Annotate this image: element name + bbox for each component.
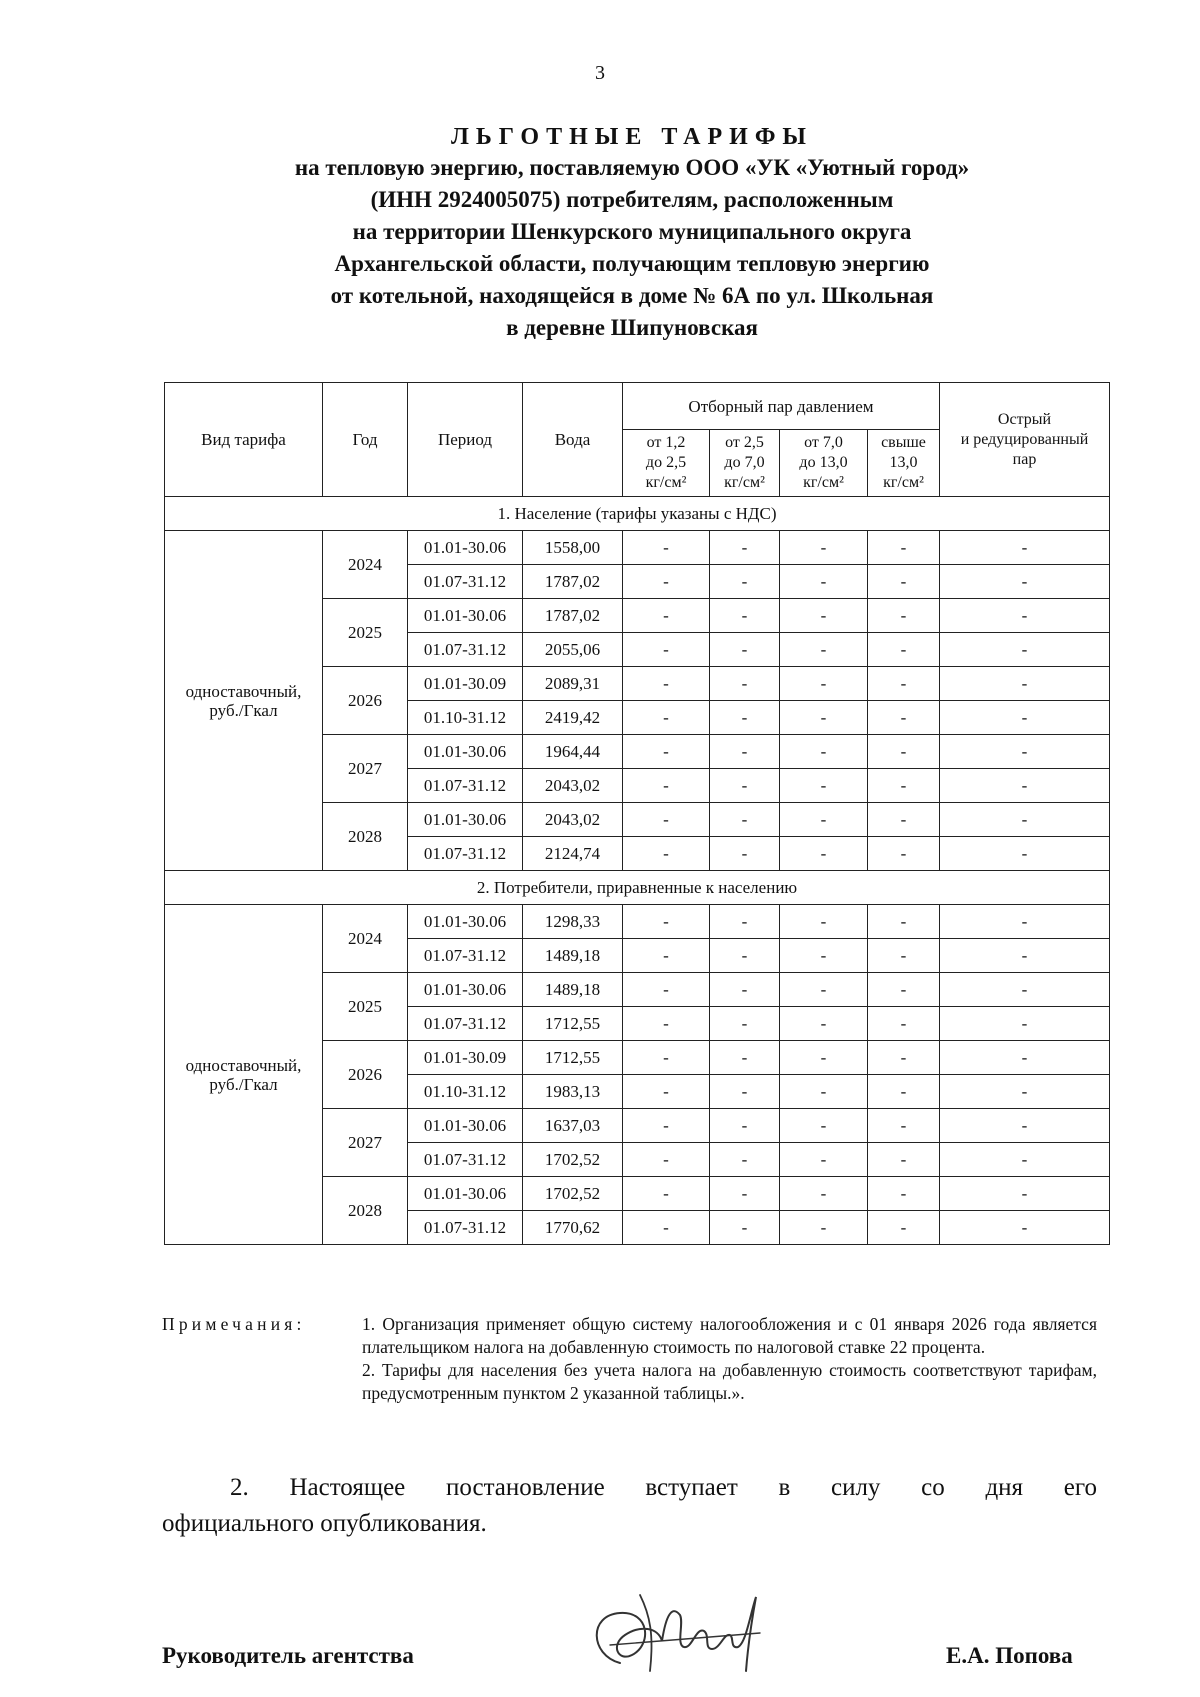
period-cell: 01.01-30.06 <box>408 531 523 565</box>
header-sharp-steam <box>940 383 1110 497</box>
period-cell: 01.07-31.12 <box>408 633 523 667</box>
water-cell: 1702,52 <box>523 1177 623 1211</box>
dash-cell: - <box>780 735 868 769</box>
dash-cell: - <box>710 905 780 939</box>
header-steam-line: кг/см² <box>645 474 687 491</box>
dash-cell: - <box>868 769 940 803</box>
header-steam-line: кг/см² <box>883 474 924 491</box>
water-cell: 1558,00 <box>523 531 623 565</box>
dash-cell: - <box>623 633 710 667</box>
dash-cell: - <box>780 905 868 939</box>
dash-cell: - <box>623 803 710 837</box>
header-steam-line: до 7,0 <box>724 454 765 471</box>
water-cell: 2055,06 <box>523 633 623 667</box>
dash-cell: - <box>868 803 940 837</box>
dash-cell: - <box>780 1007 868 1041</box>
dash-cell: - <box>868 735 940 769</box>
dash-cell: - <box>623 667 710 701</box>
dash-cell: - <box>868 531 940 565</box>
period-cell: 01.07-31.12 <box>408 1007 523 1041</box>
year-cell: 2026 <box>323 1041 408 1109</box>
dash-cell: - <box>710 667 780 701</box>
dash-cell: - <box>710 633 780 667</box>
dash-cell: - <box>623 769 710 803</box>
water-cell: 1787,02 <box>523 599 623 633</box>
dash-cell: - <box>780 973 868 1007</box>
period-cell: 01.01-30.06 <box>408 1109 523 1143</box>
period-cell: 01.07-31.12 <box>408 769 523 803</box>
header-water: Вода <box>523 383 623 497</box>
dash-cell: - <box>940 1109 1110 1143</box>
dash-cell: - <box>868 973 940 1007</box>
water-cell: 2043,02 <box>523 803 623 837</box>
dash-cell: - <box>710 1007 780 1041</box>
dash-cell: - <box>710 1075 780 1109</box>
dash-cell: - <box>780 633 868 667</box>
year-cell: 2028 <box>323 1177 408 1245</box>
header-steam-col <box>710 430 780 497</box>
water-cell: 1298,33 <box>523 905 623 939</box>
water-cell: 1712,55 <box>523 1007 623 1041</box>
dash-cell: - <box>780 769 868 803</box>
header-steam-line: свыше <box>881 434 926 451</box>
dash-cell: - <box>940 1177 1110 1211</box>
dash-cell: - <box>780 1075 868 1109</box>
period-cell: 01.07-31.12 <box>408 837 523 871</box>
dash-cell: - <box>940 667 1110 701</box>
dash-cell: - <box>623 905 710 939</box>
dash-cell: - <box>623 701 710 735</box>
water-cell: 2089,31 <box>523 667 623 701</box>
header-sharp-line: Острый <box>997 410 1052 428</box>
water-cell: 1489,18 <box>523 939 623 973</box>
water-cell: 1770,62 <box>523 1211 623 1245</box>
dash-cell: - <box>623 1143 710 1177</box>
dash-cell: - <box>940 735 1110 769</box>
tariff-table <box>164 382 1110 1245</box>
dash-cell: - <box>710 565 780 599</box>
year-cell: 2024 <box>323 905 408 973</box>
clause-line: официального опубликования. <box>162 1510 487 1537</box>
dash-cell: - <box>780 599 868 633</box>
dash-cell: - <box>940 837 1110 871</box>
water-cell: 1964,44 <box>523 735 623 769</box>
dash-cell: - <box>868 701 940 735</box>
water-cell: 1489,18 <box>523 973 623 1007</box>
year-cell: 2025 <box>323 973 408 1041</box>
dash-cell: - <box>623 1177 710 1211</box>
dash-cell: - <box>710 735 780 769</box>
dash-cell: - <box>710 1211 780 1245</box>
table-row <box>165 531 1110 565</box>
notes-items <box>362 1313 1097 1405</box>
table-row <box>165 905 1110 939</box>
header-period: Период <box>408 383 523 497</box>
water-cell: 1983,13 <box>523 1075 623 1109</box>
dash-cell: - <box>710 769 780 803</box>
dash-cell: - <box>868 939 940 973</box>
dash-cell: - <box>710 803 780 837</box>
dash-cell: - <box>780 531 868 565</box>
period-cell: 01.10-31.12 <box>408 701 523 735</box>
dash-cell: - <box>623 1041 710 1075</box>
dash-cell: - <box>780 803 868 837</box>
dash-cell: - <box>623 837 710 871</box>
dash-cell: - <box>780 939 868 973</box>
dash-cell: - <box>623 735 710 769</box>
dash-cell: - <box>940 599 1110 633</box>
dash-cell: - <box>868 1143 940 1177</box>
year-cell: 2026 <box>323 667 408 735</box>
dash-cell: - <box>780 1177 868 1211</box>
tariff-type-line: руб./Гкал <box>209 700 278 720</box>
dash-cell: - <box>623 1075 710 1109</box>
dash-cell: - <box>710 1143 780 1177</box>
dash-cell: - <box>868 599 940 633</box>
dash-cell: - <box>623 1007 710 1041</box>
header-steam-line: от 7,0 <box>804 434 843 451</box>
water-cell: 2124,74 <box>523 837 623 871</box>
dash-cell: - <box>940 1007 1110 1041</box>
tariff-type-cell <box>165 905 323 1245</box>
clause-line: 2. Настоящее постановление вступает в силу со дня его <box>230 1474 1097 1501</box>
dash-cell: - <box>940 939 1110 973</box>
water-cell: 1712,55 <box>523 1041 623 1075</box>
dash-cell: - <box>868 837 940 871</box>
water-cell: 2043,02 <box>523 769 623 803</box>
dash-cell: - <box>780 1041 868 1075</box>
dash-cell: - <box>940 701 1110 735</box>
header-steam-col <box>780 430 868 497</box>
header-steam-col <box>868 430 940 497</box>
water-cell: 1787,02 <box>523 565 623 599</box>
year-cell: 2027 <box>323 1109 408 1177</box>
header-steam-line: до 13,0 <box>799 454 848 471</box>
dash-cell: - <box>780 1211 868 1245</box>
dash-cell: - <box>710 531 780 565</box>
dash-cell: - <box>940 973 1110 1007</box>
header-sharp-line: и редуцированный <box>960 430 1089 448</box>
dash-cell: - <box>940 1143 1110 1177</box>
water-cell: 1702,52 <box>523 1143 623 1177</box>
header-steam-line: от 1,2 <box>646 434 686 451</box>
water-cell: 2419,42 <box>523 701 623 735</box>
dash-cell: - <box>940 803 1110 837</box>
period-cell: 01.10-31.12 <box>408 1075 523 1109</box>
signer-name: Е.А. Попова <box>946 1643 1073 1668</box>
dash-cell: - <box>868 1177 940 1211</box>
title-line: от котельной, находящейся в доме № 6А по ул. Школьная <box>330 283 934 308</box>
year-cell: 2027 <box>323 735 408 803</box>
dash-cell: - <box>710 1177 780 1211</box>
year-cell: 2025 <box>323 599 408 667</box>
dash-cell: - <box>940 1041 1110 1075</box>
dash-cell: - <box>940 565 1110 599</box>
header-steam-group: Отборный пар давлением <box>623 383 940 430</box>
title-line: в деревне Шипуновская <box>506 315 758 340</box>
signature-image <box>580 1575 770 1685</box>
section-title: 1. Население (тарифы указаны с НДС) <box>165 497 1110 531</box>
dash-cell: - <box>868 1041 940 1075</box>
dash-cell: - <box>710 1109 780 1143</box>
notes-label: Примечания: <box>162 1314 306 1334</box>
period-cell: 01.01-30.06 <box>408 803 523 837</box>
dash-cell: - <box>623 939 710 973</box>
period-cell: 01.01-30.06 <box>408 599 523 633</box>
title-line: (ИНН 2924005075) потребителям, расположенным <box>370 187 894 212</box>
dash-cell: - <box>868 1211 940 1245</box>
dash-cell: - <box>868 667 940 701</box>
period-cell: 01.01-30.09 <box>408 667 523 701</box>
title-line: Архангельской области, получающим тепловую энергию <box>334 251 930 276</box>
dash-cell: - <box>940 1211 1110 1245</box>
tariff-type-line: одноставочный, <box>185 681 302 701</box>
dash-cell: - <box>623 1109 710 1143</box>
period-cell: 01.01-30.06 <box>408 905 523 939</box>
dash-cell: - <box>623 531 710 565</box>
period-cell: 01.01-30.06 <box>408 973 523 1007</box>
period-cell: 01.01-30.09 <box>408 1041 523 1075</box>
dash-cell: - <box>940 1075 1110 1109</box>
dash-cell: - <box>710 599 780 633</box>
dash-cell: - <box>868 565 940 599</box>
dash-cell: - <box>710 939 780 973</box>
dash-cell: - <box>940 905 1110 939</box>
dash-cell: - <box>780 1109 868 1143</box>
header-steam-line: от 2,5 <box>725 434 764 451</box>
dash-cell: - <box>623 599 710 633</box>
dash-cell: - <box>780 565 868 599</box>
year-cell: 2028 <box>323 803 408 871</box>
period-cell: 01.07-31.12 <box>408 1143 523 1177</box>
period-cell: 01.01-30.06 <box>408 735 523 769</box>
section-title: 2. Потребители, приравненные к населению <box>165 871 1110 905</box>
title-heading: ЛЬГОТНЫЕ ТАРИФЫ <box>451 124 813 150</box>
dash-cell: - <box>780 701 868 735</box>
dash-cell: - <box>868 633 940 667</box>
dash-cell: - <box>868 905 940 939</box>
dash-cell: - <box>710 701 780 735</box>
note-item: 2. Тарифы для населения без учета налога на добавленную стоимость соответствуют тарифам, предусмотренным пунктом 2 указанной таблицы.». <box>362 1360 1097 1403</box>
section-row <box>165 497 1110 531</box>
header-steam-line: 13,0 <box>889 454 918 471</box>
dash-cell: - <box>710 837 780 871</box>
dash-cell: - <box>710 973 780 1007</box>
dash-cell: - <box>940 633 1110 667</box>
header-steam-line: кг/см² <box>724 474 765 491</box>
dash-cell: - <box>780 1143 868 1177</box>
document-title <box>150 122 1114 344</box>
section-row <box>165 871 1110 905</box>
dash-cell: - <box>710 1041 780 1075</box>
dash-cell: - <box>940 531 1110 565</box>
tariff-type-line: одноставочный, <box>185 1055 302 1075</box>
title-line: на территории Шенкурского муниципального округа <box>352 219 912 244</box>
water-cell: 1637,03 <box>523 1109 623 1143</box>
period-cell: 01.01-30.06 <box>408 1177 523 1211</box>
clause-paragraph <box>162 1470 1097 1542</box>
title-line: на тепловую энергию, поставляемую ООО «УК «Уютный город» <box>294 155 970 180</box>
page-number: 3 <box>595 62 605 84</box>
dash-cell: - <box>623 973 710 1007</box>
header-tariff-type: Вид тарифа <box>165 383 323 497</box>
dash-cell: - <box>780 837 868 871</box>
note-item: 1. Организация применяет общую систему налогообложения и с 01 января 2026 года является плательщиком налога на добавленную стоимость по налоговой ставке 22 процента. <box>362 1314 1097 1357</box>
tariff-type-line: руб./Гкал <box>209 1074 278 1094</box>
dash-cell: - <box>868 1109 940 1143</box>
period-cell: 01.07-31.12 <box>408 939 523 973</box>
dash-cell: - <box>623 1211 710 1245</box>
dash-cell: - <box>780 667 868 701</box>
dash-cell: - <box>868 1007 940 1041</box>
tariff-type-cell <box>165 531 323 871</box>
header-sharp-line: пар <box>1012 450 1037 468</box>
header-steam-line: до 2,5 <box>645 454 687 471</box>
period-cell: 01.07-31.12 <box>408 565 523 599</box>
header-steam-col <box>623 430 710 497</box>
header-steam-line: кг/см² <box>803 474 844 491</box>
dash-cell: - <box>940 769 1110 803</box>
dash-cell: - <box>623 565 710 599</box>
header-year: Год <box>323 383 408 497</box>
dash-cell: - <box>868 1075 940 1109</box>
period-cell: 01.07-31.12 <box>408 1211 523 1245</box>
signer-title: Руководитель агентства <box>162 1643 414 1668</box>
year-cell: 2024 <box>323 531 408 599</box>
